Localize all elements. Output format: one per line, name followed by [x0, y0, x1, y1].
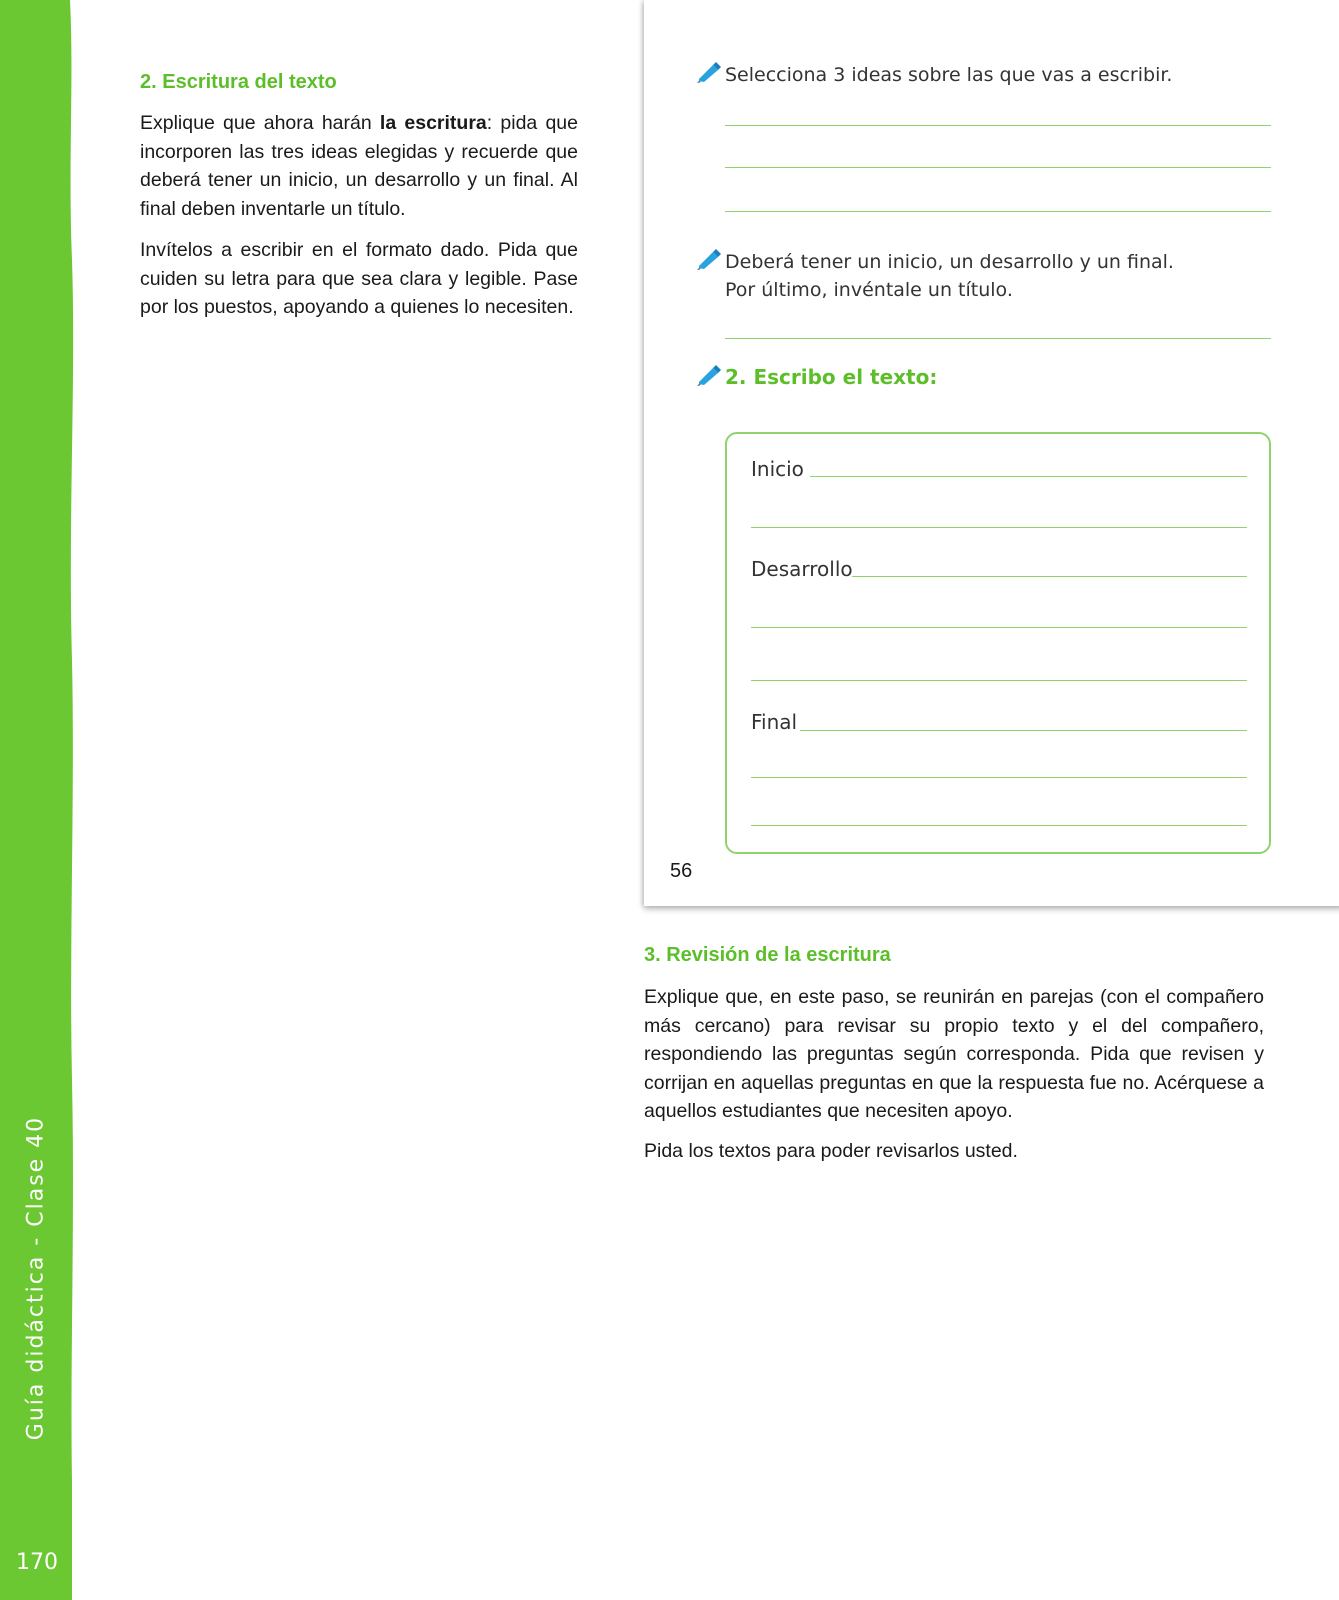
guide-page-number: 170	[16, 1550, 58, 1575]
instruction-structure-line-1: Deberá tener un inicio, un desarrollo y un final.	[725, 251, 1174, 273]
end-line-3[interactable]	[751, 825, 1247, 826]
pencil-icon	[696, 62, 722, 84]
start-line-2[interactable]	[751, 527, 1247, 528]
revision-paragraph-1: Explique que, en este paso, se reunirán en parejas (con el compañero más cercano) para revisar su propio texto y el del compañero, respondiendo las preguntas según corresponda. Pida que revisen y corrijan en aquellas preguntas en que la respuesta fue no. Acérquese a aquellos estudiantes que necesiten apoyo.	[644, 986, 1264, 1122]
box-label-start: Inicio	[751, 457, 804, 481]
writing-paragraph-1-bold: la escritura	[379, 112, 487, 134]
end-line-1[interactable]	[800, 730, 1247, 731]
revision-paragraph-2: Pida los textos para poder revisarlos usted.	[644, 1140, 1018, 1162]
writing-paragraph-1-end: : pida que incorporen las tres ideas elegidas y recuerde que deberá tener un inicio, un desarrollo y un final. Al final deben inventarle un título.	[140, 112, 578, 220]
box-label-middle: Desarrollo	[751, 557, 853, 581]
writing-paragraph-1	[140, 109, 578, 223]
middle-line-3[interactable]	[751, 680, 1247, 681]
section-title-writing: 2. Escritura del texto	[140, 71, 337, 93]
writing-box	[725, 432, 1271, 854]
instruction-select-ideas: Selecciona 3 ideas sobre las que vas a escribir.	[725, 64, 1173, 86]
writing-paragraph-1-start: Explique que ahora harán	[140, 112, 380, 134]
title-line[interactable]	[725, 338, 1271, 339]
writing-paragraph-2: Invítelos a escribir en el formato dado. Pida que cuiden su letra para que sea clara y legible. Pase por los puestos, apoyando a quienes lo necesiten.	[140, 239, 578, 318]
middle-line-1[interactable]	[852, 576, 1247, 577]
end-line-2[interactable]	[751, 777, 1247, 778]
middle-line-2[interactable]	[751, 627, 1247, 628]
idea-line-2[interactable]	[725, 167, 1271, 168]
workbook-heading-write-text: 2. Escribo el texto:	[725, 365, 938, 389]
instruction-structure	[725, 248, 1174, 304]
section-title-revision: 3. Revisión de la escritura	[644, 944, 891, 966]
start-line-1[interactable]	[810, 476, 1247, 477]
guide-label: Guía didáctica - Clase 40	[23, 1115, 49, 1441]
pencil-icon	[696, 365, 722, 387]
pencil-icon	[696, 249, 722, 271]
idea-line-3[interactable]	[725, 211, 1271, 212]
box-label-end: Final	[751, 710, 798, 734]
workbook-page-number: 56	[670, 860, 693, 882]
idea-line-1[interactable]	[725, 125, 1271, 126]
instruction-structure-line-2: Por último, invéntale un título.	[725, 279, 1013, 301]
